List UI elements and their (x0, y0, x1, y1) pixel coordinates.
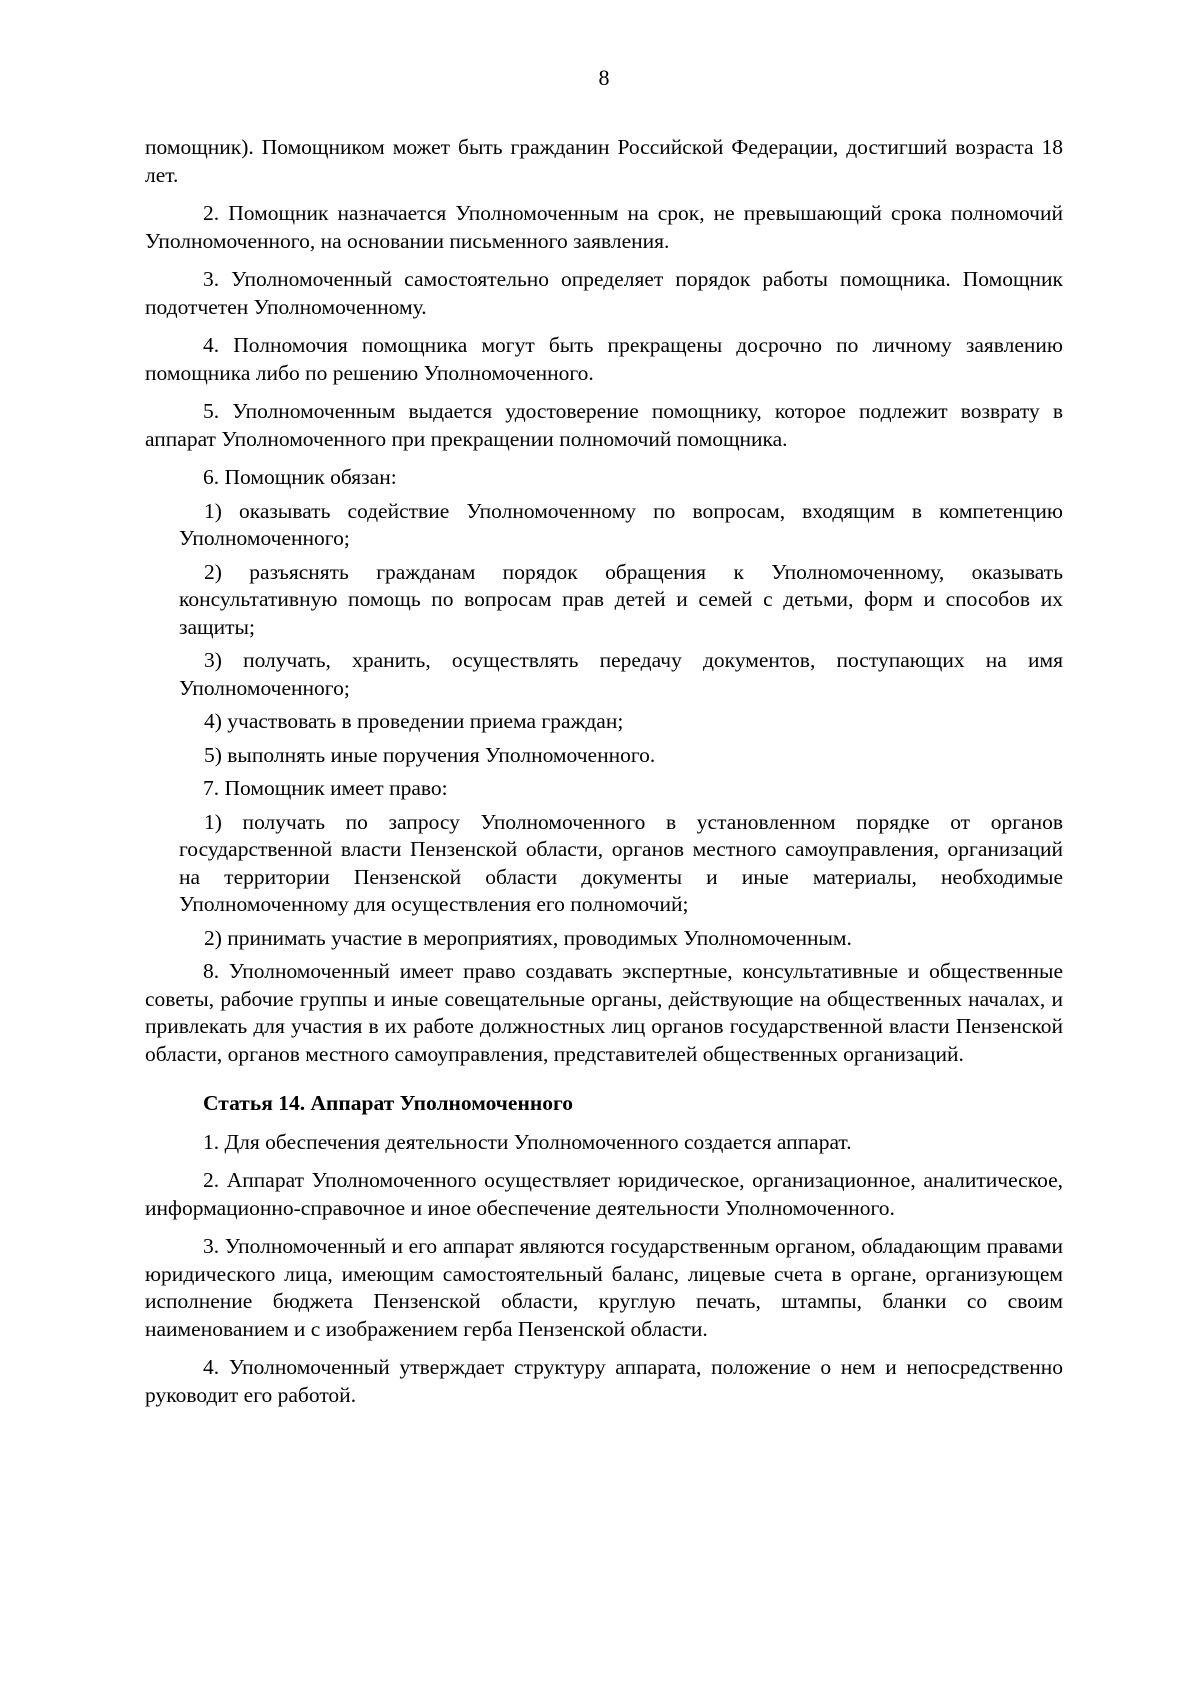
duty-item: 3) получать, хранить, осуществлять передачу документов, поступающих на имя Уполномоченного; (179, 648, 1063, 700)
paragraph-7-intro: 7. Помощник имеет право: (203, 776, 448, 800)
right-item: 2) принимать участие в мероприятиях, проводимых Уполномоченным. (204, 925, 852, 950)
page-number: 8 (598, 65, 610, 90)
duty-item: 2) разъяснять гражданам порядок обращения к Уполномоченному, оказывать консультативную помощь по вопросам прав детей и семей с детьми, форм и способов их защиты; (179, 559, 1063, 639)
duty-item: 1) оказывать содействие Уполномоченному по вопросам, входящим в компетенцию Уполномоченного; (179, 498, 1063, 550)
duty-item: 4) участвовать в проведении приема граждан; (204, 709, 624, 733)
article-14-paragraph-3: 3. Уполномоченный и его аппарат являются государственным органом, обладающим правами юридического лица, имеющим самостоятельный баланс, лицевые счета в органе, организующем исполнение бюджета Пензенской области, круглую печать, штампы, бланки со своим наименованием и с изображением герба Пензенской области. (145, 1234, 1063, 1341)
paragraph-8: 8. Уполномоченный имеет право создавать экспертные, консультативные и общественные советы, рабочие группы и иные совещательные органы, действующие на общественных началах, и привлекать для участия в их работе должностных лиц органов государственной власти Пензенской области, органов местного самоуправления, представителей общественных организаций. (145, 959, 1063, 1066)
document-body (145, 134, 1063, 1409)
paragraph-4: 4. Полномочия помощника могут быть прекращены досрочно по личному заявлению помощника либо по решению Уполномоченного. (145, 333, 1063, 385)
paragraph-6-intro: 6. Помощник обязан: (203, 465, 397, 489)
duty-item: 5) выполнять иные поручения Уполномоченного. (204, 742, 656, 767)
article-14-heading: Статья 14. Аппарат Уполномоченного (203, 1091, 573, 1115)
paragraph-3: 3. Уполномоченный самостоятельно определяет порядок работы помощника. Помощник подотчетен Уполномоченному. (145, 267, 1063, 319)
article-14-paragraph-4: 4. Уполномоченный утверждает структуру аппарата, положение о нем и непосредственно руководит его работой. (145, 1355, 1063, 1407)
paragraph-5: 5. Уполномоченным выдается удостоверение помощнику, которое подлежит возврату в аппарат Уполномоченного при прекращении полномочий помощника. (145, 399, 1063, 451)
paragraph-continuation: помощник). Помощником может быть гражданин Российской Федерации, достигший возраста 18 лет. (145, 135, 1063, 187)
right-item: 1) получать по запросу Уполномоченного в установленном порядке от органов государственной власти Пензенской области, органов местного самоуправления, организаций на территории Пензенской области документы и иные материалы, необходимые Уполномоченному для осуществления его полномочий; (179, 809, 1063, 916)
article-14-paragraph-1: 1. Для обеспечения деятельности Уполномоченного создается аппарат. (203, 1129, 852, 1154)
article-14-paragraph-2: 2. Аппарат Уполномоченного осуществляет юридическое, организационное, аналитическое, информационно-справочное и иное обеспечение деятельности Уполномоченного. (145, 1168, 1063, 1220)
paragraph-2: 2. Помощник назначается Уполномоченным на срок, не превышающий срока полномочий Уполномоченного, на основании письменного заявления. (145, 201, 1063, 253)
